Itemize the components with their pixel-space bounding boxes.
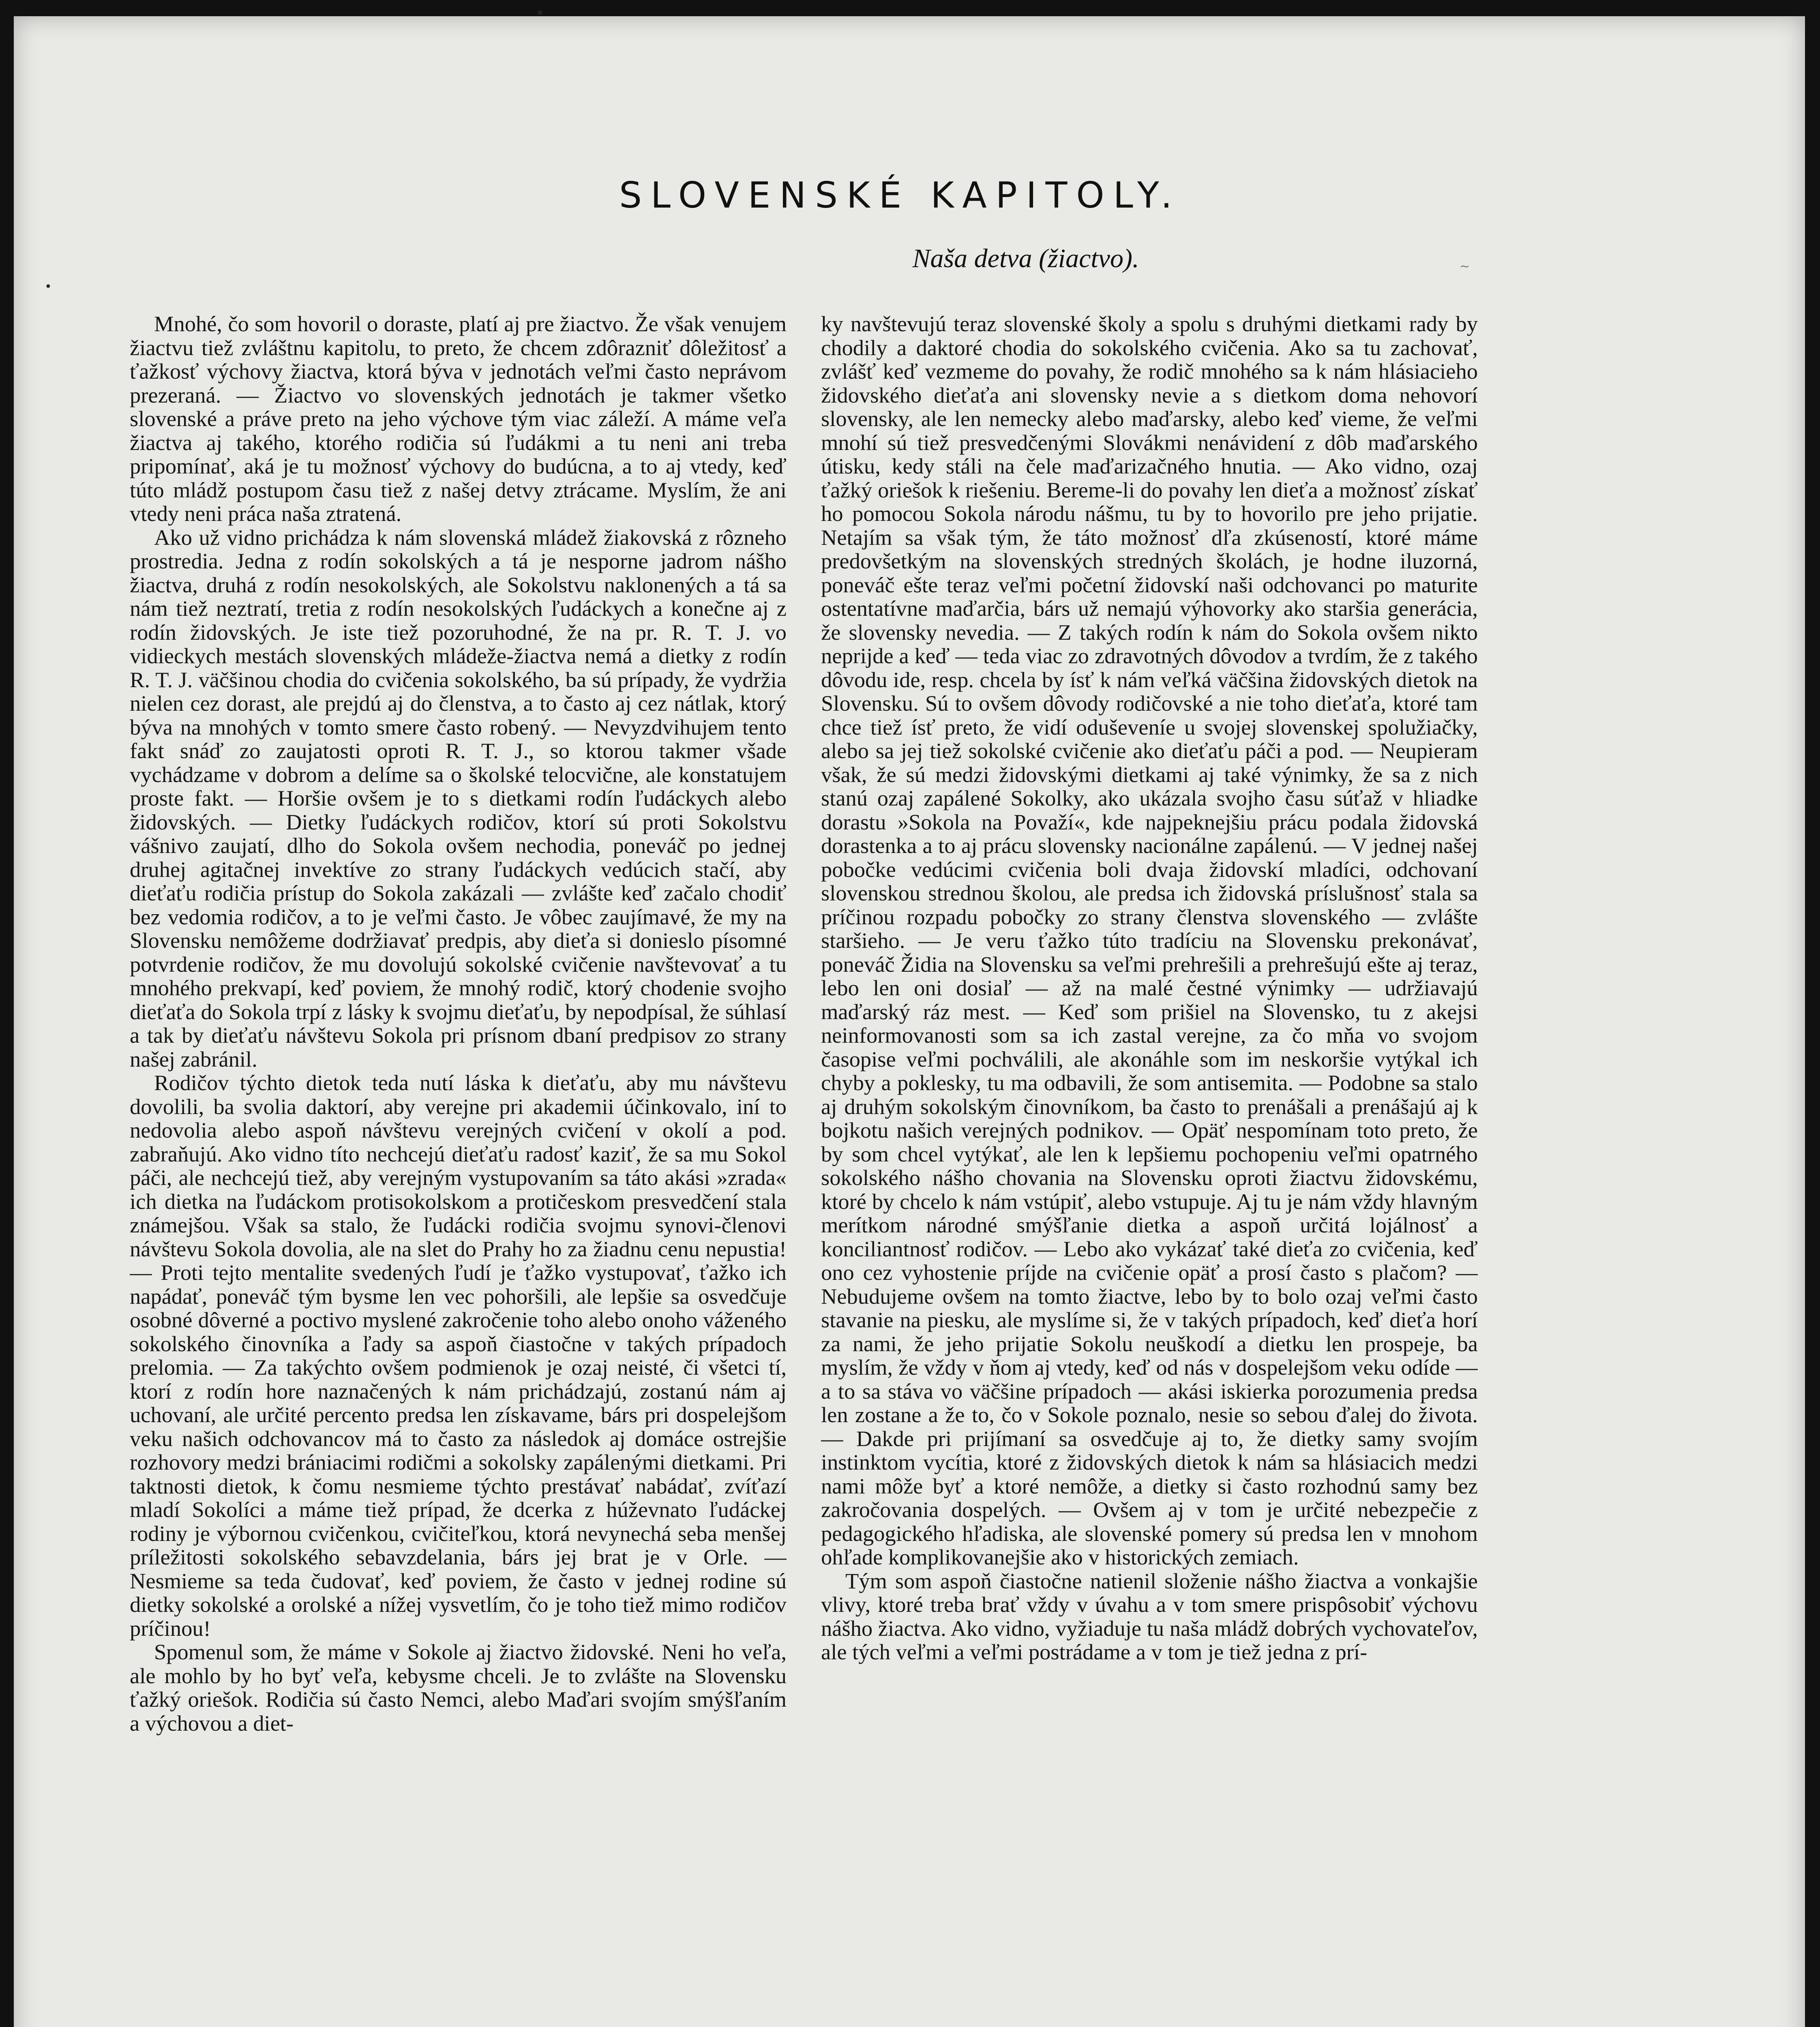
paragraph: Spomenul som, že máme v Sokole aj žiactvo židovské. Neni ho veľa, ale mohlo by ho byť veľa, kebysme chceli. Je to zvlášte na Slovensku ťažký oriešok. Rodičia sú často Nemci, alebo Maďari svojím smýšľaním a výchovou a diet- [130,1639,787,1736]
text-column-right [821,312,1478,1999]
scan-speck: ~ [1460,259,1470,274]
paragraph: Rodičov týchto dietok teda nutí láska k dieťaťu, aby mu návštevu dovolili, ba svolia daktorí, aby verejne pri akademii účinkovalo, iní to nedovolia alebo aspoň návštevu verejných cvičení v okolí a pod. zabraňujú. Ako vidno títo nechcejú dieťaťu radosť kaziť, že sa mu Sokol páči, ale nechcejú tiež, aby verejným vystupovaním sa táto akási »zrada« ich dietka na ľudáckom protisokolskom a protičeskom presvedčení stala známejšou. Však sa stalo, že ľudácki rodičia svojmu synovi-členovi návštevu Sokola dovolia, ale na slet do Prahy ho za žiadnu cenu nepustia! — Proti tejto mentalite svedených ľudí je ťažko vystupovať, ťažko ich napádať, poneváč tým bysme len vec pohoršili, ale lepšie sa osvedčuje osobné dôverné a poctivo myslené zakročenie toho alebo onoho váženého sokolského činovníka a ľady sa aspoň čiastočne v takých prípadoch prelomia. — Za takýchto ovšem podmienok je ozaj neisté, či všetci tí, ktorí z rodín hore naznačených k nám prichádzajú, zostanú nám aj uchovaní, ale určité percento predsa len získavame, bárs pri dospelejšom veku našich odchovancov má to často za následok aj domáce ostrejšie rozhovory medzi brániacimi rodičmi a sokolsky zapálenými dietkami. Pri taktnosti dietok, k čomu nesmieme týchto prestávať nabádať, zvíťazí mladí Sokolíci a máme tiež prípad, že dcerka z húževnato ľudáckej rodiny je výbornou cvičenkou, cvičiteľkou, ktorá nevynechá seba menšej príležitosti sokolského sebavzdelania, bárs jej brat je v Orle. — Nesmieme sa teda čudovať, keď poviem, že často v jednej rodine sú dietky sokolské a orolské a nížej vysvetlím, čo je toho tiež mimo rodičov príčinou! [130,1070,787,1641]
article-title: SLOVENSKÉ KAPITOLY. [619,174,1181,216]
scan-speck: • [535,4,545,23]
scan-speck: • [45,280,52,294]
paragraph: Tým som aspoň čiastočne natienil složenie nášho žiactva a vonkajšie vlivy, ktoré treba brať vždy v úvahu a v tom smere prispôsobiť výchovu nášho žiactva. Ako vidno, vyžiaduje tu naša mládž dobrých vychovateľov, ale tých veľmi a veľmi postrádame a v tom je tiež jedna z prí- [821,1568,1478,1664]
paragraph: ky navštevujú teraz slovenské školy a spolu s druhými dietkami rady by chodily a daktoré chodia do sokolského cvičenia. Ako sa tu zachovať, zvlášť keď vezmeme do povahy, že rodič mnohého sa k nám hlásiacieho židovského dieťaťa ani slovensky nevie a s dietkom doma nehovorí slovensky, ale len nemecky alebo maďarsky, alebo keď vieme, že veľmi mnohí sú tiež presvedčenými Slovákmi nenávidení z dôb maďarského útisku, kedy stáli na čele maďarizačného hnutia. — Ako vidno, ozaj ťažký oriešok k riešeniu. Bereme-li do povahy len dieťa a možnosť získať ho pomocou Sokola národu nášmu, tu by to hovorilo pre jeho prijatie. Netajím sa však tým, že táto možnosť dľa zkúseností, ktoré máme predovšetkým na slovenských stredných školách, je hodne iluzorná, poneváč ešte teraz veľmi početní židovskí naši odchovanci po maturite ostentatívne maďarčia, bárs už nemajú výhovorky ako staršia generácia, že slovensky nevedia. — Z takých rodín k nám do Sokola ovšem nikto neprijde a keď — teda viac zo zdravotných dôvodov a tvrdím, že z takého dôvodu ide, resp. chcela by ísť k nám veľká väčšina židovských dietok na Slovensku. Sú to ovšem dôvody rodičovské a nie toho dieťaťa, ktoré tam chce tiež ísť preto, že vidí oduševeníe u svojej slovenskej spolužiačky, alebo sa jej tiež sokolské cvičenie ako dieťaťu páči a pod. — Neupieram však, že sú medzi židovskými dietkami aj také výnimky, že sa z nich stanú ozaj zapálené Sokolky, ako ukázala svojho času súťaž v hliadke dorastu »Sokola na Považí«, kde najpeknejšiu prácu podala židovská dorastenka a to aj prácu slovensky nacionálne zapálenú. — V jednej našej pobočke vedúcimi cvičenia boli dvaja židovskí mladíci, odchovaní slovenskou strednou školou, ale predsa ich židovská príslušnosť stala sa príčinou rozpadu pobočky zo strany členstva slovenského — zvlášte staršieho. — Je veru ťažko túto tradíciu na Slovensku prekonávať, poneváč Židia na Slovensku sa veľmi prehrešili a prehrešujú ešte aj teraz, lebo len oni dosiaľ — až na malé čestné výnimky — udržiavajú maďarský ráz mest. — Keď som prišiel na Slovensko, tu z akejsi neinformovanosti som sa ich zastal verejne, za čo mňa vo svojom časopise veľmi pochválili, ale akonáhle som im neskoršie vytýkal ich chyby a poklesky, tu ma odbavili, že som antisemita. — Podobne sa stalo aj druhým sokolským činovníkom, ba často to prenášali a prenášajú aj k bojkotu našich verejných podnikov. — Opäť nespomínam toto preto, že by som chcel vytýkať, ale len k lepšiemu pochopeniu veľmi opatrného sokolského nášho chovania na Slovensku oproti žiactvu židovskému, ktoré by chcelo k nám vstúpiť, alebo vstupuje. Aj tu je nám vždy hlavným merítkom národné smýšľanie dietka a aspoň určitá lojálnosť a konciliantnosť rodičov. — Lebo ako vykázať také dieťa zo cvičenia, keď ono cez vyhostenie príjde na cvičenie opäť a prosí často s plačom? — Nebudujeme ovšem na tomto žiactve, lebo by to bolo ozaj veľmi často stavanie na piesku, ale myslíme si, že v takých prípadoch, keď dieťa horí za nami, že jeho prijatie Sokolu neuškodí a dietku len prospeje, ba myslím, že vždy v ňom aj vtedy, keď od nás v dospelejšom veku odíde — a to sa stáva vo väčšine prípadoch — akási iskierka porozumenia predsa len zostane a že to, čo v Sokole poznalo, nesie so sebou ďalej do života. — Dakde pri prijímaní sa osvedčuje aj to, že dietky samy svojím instinktom vycítia, ktoré z židovských dietok k nám sa hlásiacich medzi nami môže byť a ktoré nemôže, a dietky si často rozhodnú samy bez zakročovania dospelých. — Ovšem aj v tom je určité nebezpečie z pedagogického hľadiska, ale slovenské pomery sú predsa len v mnohom ohľade komplikovanejšie ako v historických zemiach. [821,312,1478,1569]
paragraph: Mnohé, čo som hovoril o doraste, platí aj pre žiactvo. Že však venujem žiactvu tiež zvláštnu kapitolu, to preto, že chcem zdôrazniť dôležitosť a ťažkosť výchovy žiactva, ktorá býva v jednotách veľmi často neprávom prezeraná. — Žiactvo vo slovenských jednotách je takmer všetko slovenské a práve preto na jeho výchove tým viac záleží. A máme veľa žiactva aj takého, ktorého rodičia sú ľudákmi a tu neni ani treba pripomínať, aká je tu možnosť výchovy do budúcna, a to aj vtedy, keď túto mládž postupom času tiež z našej detvy ztrácame. Myslím, že ani vtedy neni práca naša ztratená. [130,312,787,526]
paragraph: Ako už vidno prichádza k nám slovenská mládež žiakovská z rôzneho prostredia. Jedna z rodín sokolských a tá je nesporne jadrom nášho žiactva, druhá z rodín nesokolských, ale Sokolstvu naklonených a tá sa nám tiež neztratí, tretia z rodín nesokolských ľudáckych a konečne aj z rodín židovských. Je iste tiež pozoruhodné, že na pr. R. T. J. vo vidieckych mestách slovenských mládeže-žiactva nemá a dietky z rodín R. T. J. väčšinou chodia do cvičenia sokolského, ba sú prípady, že vydržia nielen cez dorast, ale prejdú aj do členstva, a to často aj cez nátlak, ktorý býva na mnohých v tomto smere často robený. — Nevyzdvihujem tento fakt snáď zo zaujatosti oproti R. T. J., so ktorou takmer všade vychádzame v dobrom a delíme sa o školské telocvične, ale konstatujem proste fakt. — Horšie ovšem je to s dietkami rodín ľudáckych alebo židovských. — Dietky ľudáckych rodičov, ktorí sú proti Sokolstvu vášnivo zaujatí, dlho do Sokola ovšem nechodia, poneváč po jednej druhej agitačnej invektíve zo strany ľudáckych vedúcich stačí, aby dieťaťu rodičia prístup do Sokola zakázali — zvlášte keď začalo chodiť bez vedomia rodičov, a to je veľmi často. Je vôbec zaujímavé, že my na Slovensku nemôžeme dodržiavať predpis, aby dieťa si donieslo písomné potvrdenie rodičov, že mu dovolujú sokolské cvičenie navštevovať a tu mnohého prekvapí, keď poviem, že mnohý rodič, ktorý chodenie svojho dieťaťa do Sokola trpí z lásky k svojmu dieťaťu, by nepodpísal, že súhlasí a tak by dieťaťu návštevu Sokola pri prísnom dbaní predpisov zo strany našej zabránil. [130,525,787,1071]
text-column-left [130,312,787,1999]
article-subtitle: Naša detva (žiactvo). [912,244,1139,273]
